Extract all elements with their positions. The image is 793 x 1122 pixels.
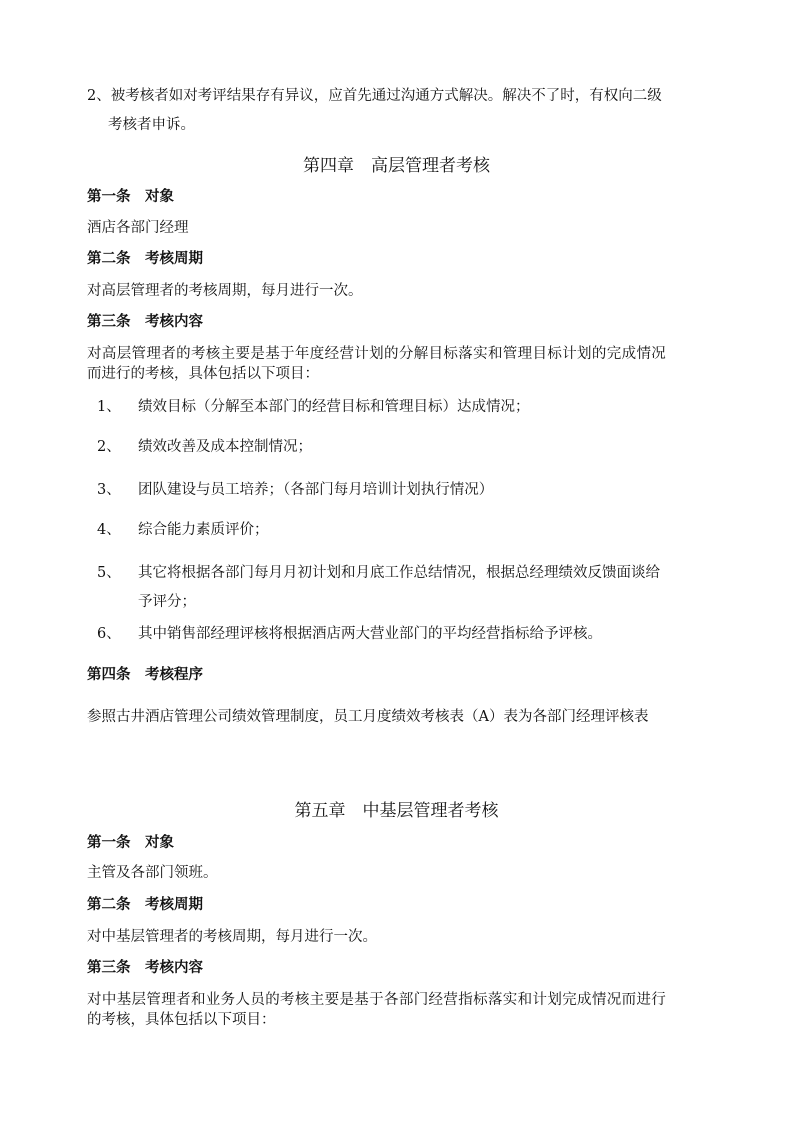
article-body: 对高层管理者的考核主要是基于年度经营计划的分解目标落实和管理目标计划的完成情况 [87, 346, 667, 362]
article-body: 对中基层管理者的考核周期，每月进行一次。 [87, 929, 377, 945]
list-item: 绩效改善及成本控制情况； [138, 439, 312, 455]
article-body: 参照古井酒店管理公司绩效管理制度，员工月度绩效考核表（A）表为各部门经理评核表 [87, 709, 649, 725]
article-heading: 第三条 考核内容 [87, 314, 203, 330]
list-item: 团队建设与员工培养；（各部门每月培训计划执行情况） [138, 482, 494, 498]
list-item-cont: 予评分； [138, 594, 196, 610]
article-body: 对高层管理者的考核周期，每月进行一次。 [87, 283, 363, 299]
list-item: 综合能力素质评价； [138, 522, 269, 538]
article-body: 主管及各部门领班。 [87, 865, 218, 881]
article-body: 而进行的考核，具体包括以下项目： [87, 366, 319, 382]
article-body: 酒店各部门经理 [87, 220, 189, 236]
article-heading: 第一条 对象 [87, 189, 174, 205]
list-item: 绩效目标（分解至本部门的经营目标和管理目标）达成情况； [138, 399, 530, 415]
chapter-5-title: 第五章 中基层管理者考核 [294, 801, 499, 821]
article-heading: 第四条 考核程序 [87, 667, 203, 683]
list-number: 5、 [97, 565, 121, 581]
article-heading: 第三条 考核内容 [87, 960, 203, 976]
list-item: 其中销售部经理评核将根据酒店两大营业部门的平均经营指标给予评核。 [138, 626, 602, 642]
chapter-4-title: 第四章 高层管理者考核 [303, 156, 490, 176]
article-heading: 第一条 对象 [87, 835, 174, 851]
article-body: 的考核，具体包括以下项目： [87, 1012, 276, 1028]
list-item: 其它将根据各部门每月月初计划和月底工作总结情况，根据总经理绩效反馈面谈给 [138, 565, 660, 581]
list-number: 4、 [97, 522, 121, 538]
article-body: 对中基层管理者和业务人员的考核主要是基于各部门经营指标落实和计划完成情况而进行 [87, 992, 667, 1008]
list-number: 2、 [97, 439, 121, 455]
list-number: 3、 [97, 482, 121, 498]
article-heading: 第二条 考核周期 [87, 251, 203, 267]
intro-line: 2、被考核者如对考评结果存有异议，应首先通过沟通方式解决。解决不了时，有权向二级 [87, 88, 662, 104]
intro-line-cont: 考核者申诉。 [108, 117, 195, 133]
list-number: 6、 [97, 626, 121, 642]
article-heading: 第二条 考核周期 [87, 897, 203, 913]
list-number: 1、 [97, 399, 121, 415]
